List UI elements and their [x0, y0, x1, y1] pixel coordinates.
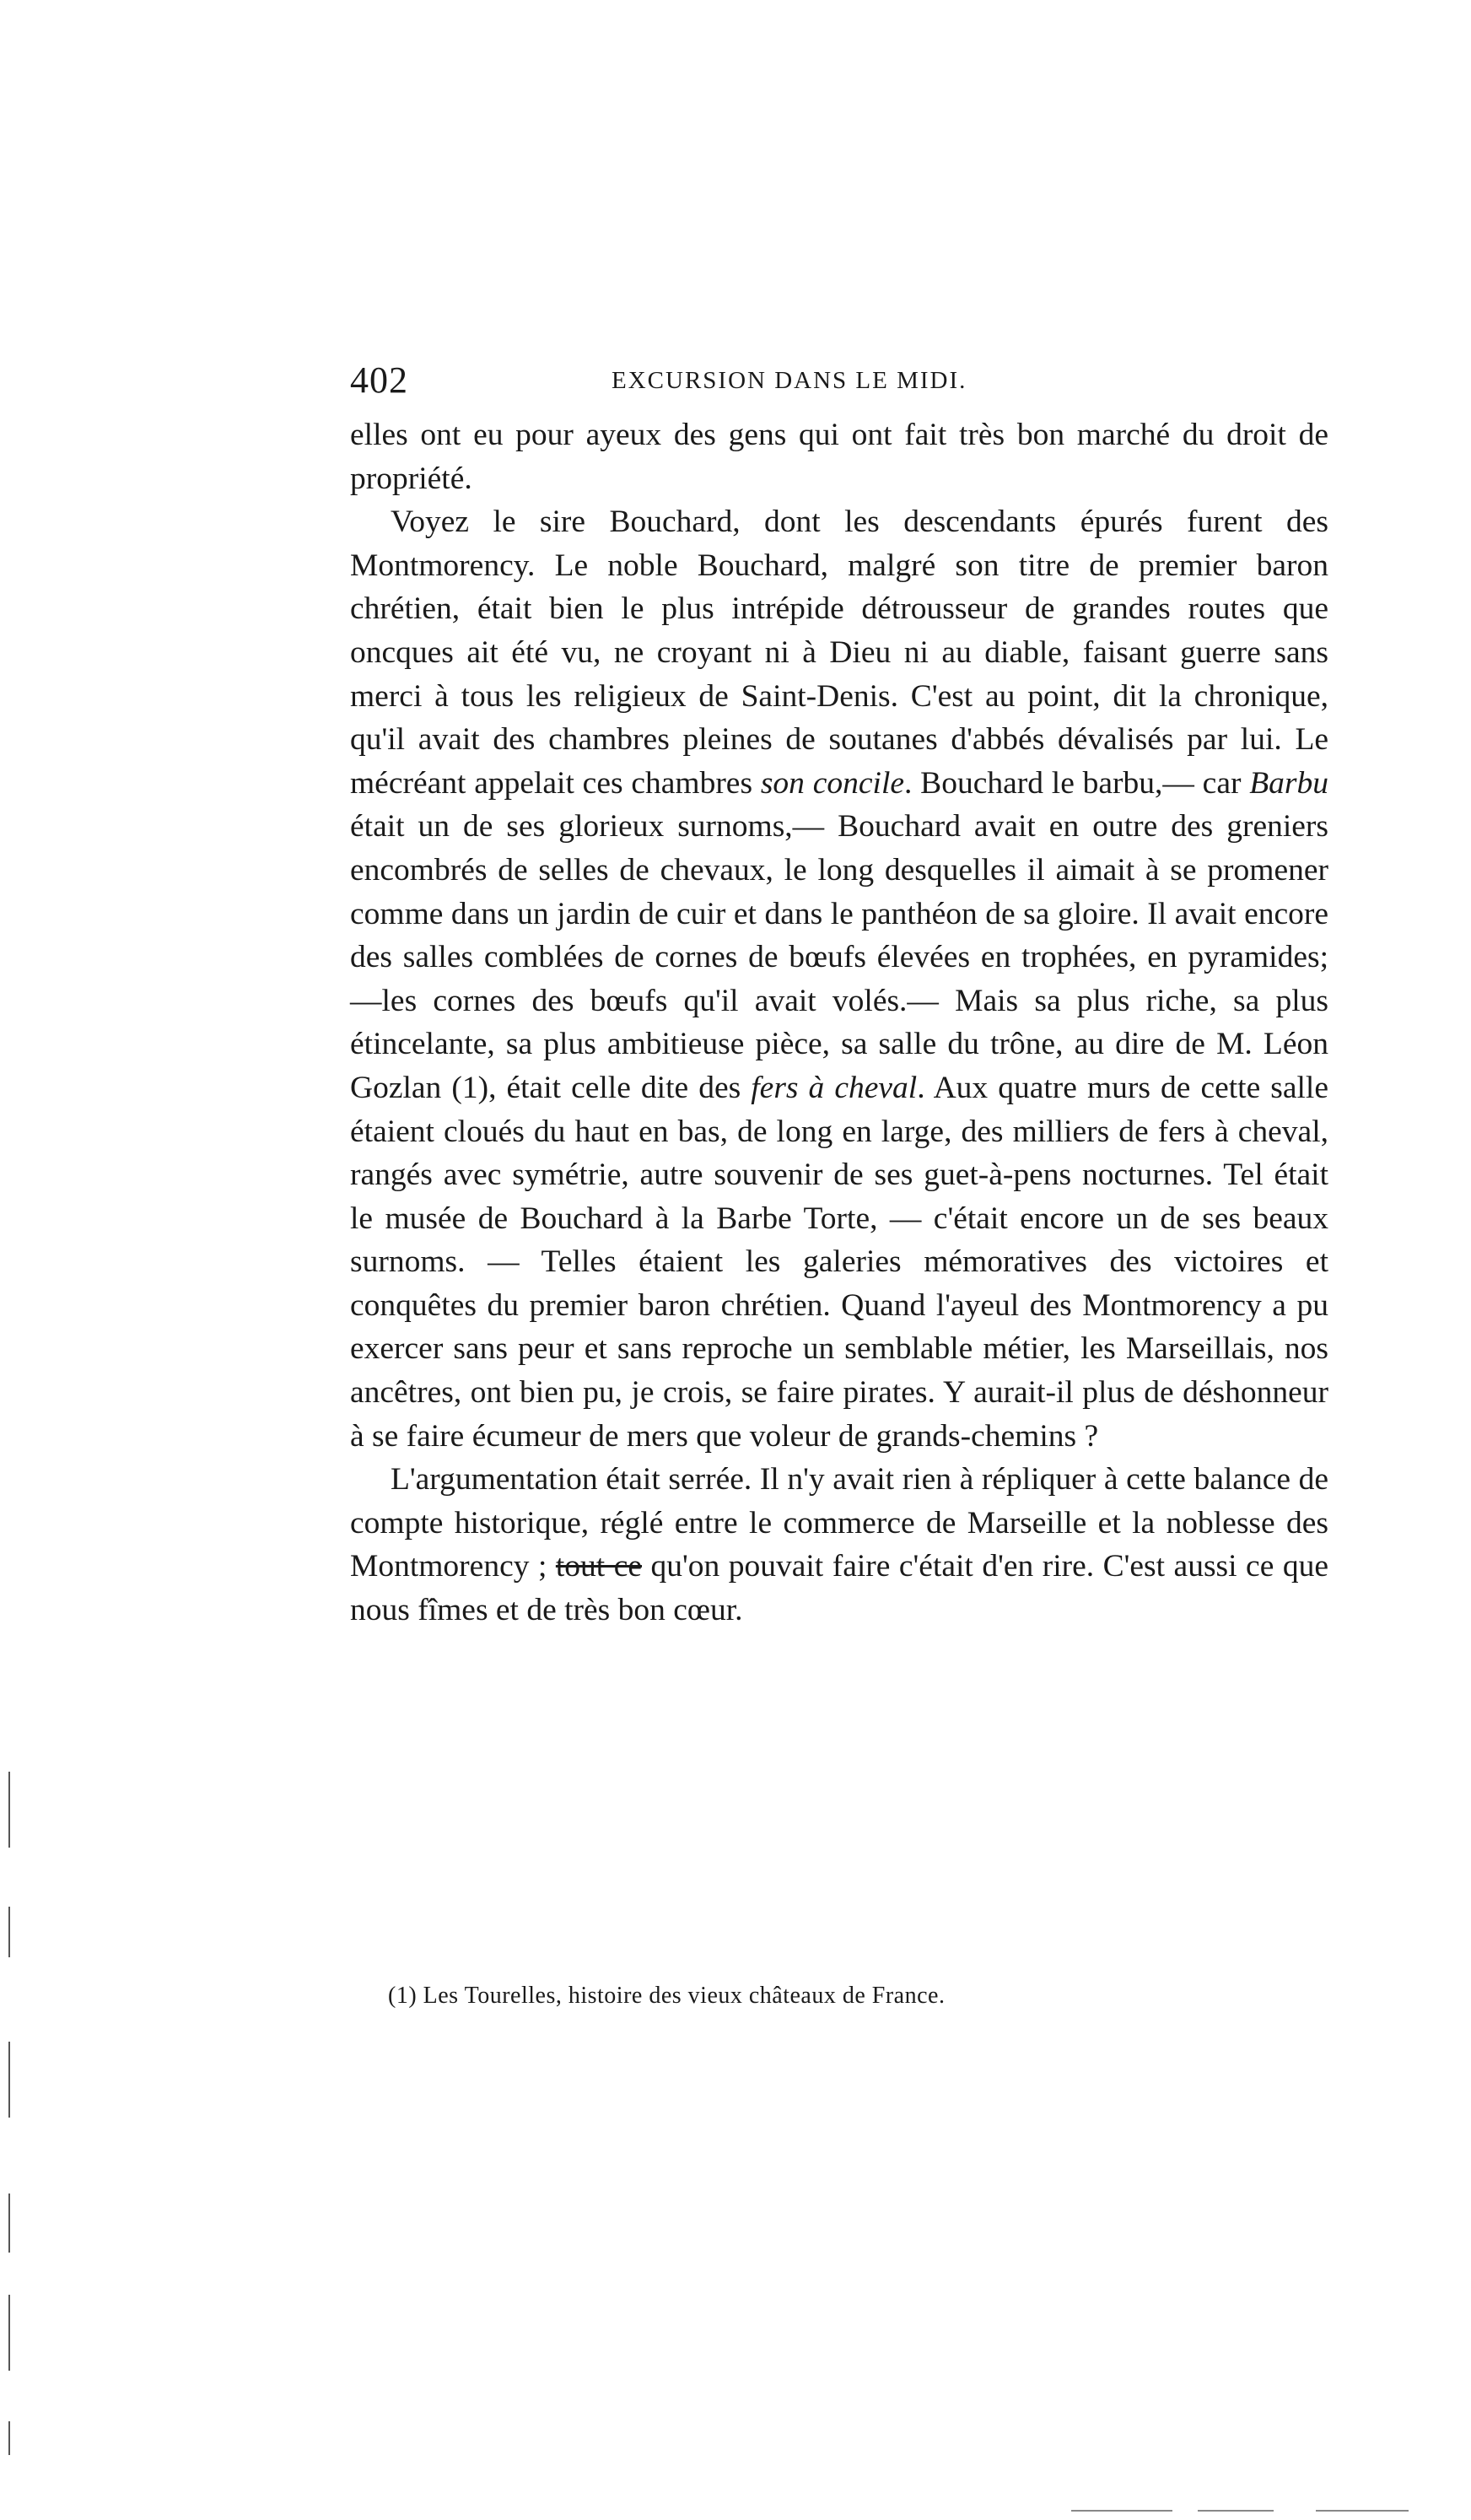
scan-margin-mark	[8, 2295, 10, 2371]
scan-margin-mark	[8, 2194, 10, 2253]
body-text	[350, 413, 1328, 1632]
scan-bottom-rule	[1198, 2510, 1274, 2512]
running-head	[350, 359, 1025, 401]
scan-margin-mark	[8, 2421, 10, 2455]
running-title: EXCURSION DANS LE MIDI.	[612, 367, 967, 394]
paragraph-1: elles ont eu pour ayeux des gens qui ont fait très bon marché du droit de propriété.	[350, 418, 1328, 496]
paragraph-3: L'argumentation était serrée. Il n'y avait rien à répliquer à cette balance de compte historique, réglé entre le commerce de Marseille et la noblesse des Montmorency ; tout ce qu'on pouvait faire c'était d'en rire. C'est aussi ce que nous fîmes et de très bon cœur.	[350, 1462, 1328, 1628]
struck-text: tout ce	[555, 1549, 642, 1584]
scan-margin-mark	[8, 2042, 10, 2118]
italic-fers-a-cheval: fers à cheval	[751, 1070, 918, 1105]
footnote: (1) Les Tourelles, histoire des vieux châteaux de France.	[388, 1983, 946, 2009]
scan-bottom-rule	[1071, 2510, 1172, 2512]
italic-barbu: Barbu	[1249, 765, 1329, 801]
scan-bottom-rule	[1316, 2510, 1409, 2512]
page-number: 402	[350, 359, 408, 401]
paragraph-2: Voyez le sire Bouchard, dont les descendants épurés furent des Montmorency. Le noble Bouchard, malgré son titre de premier baron chrétien, était bien le plus intrépide détrousseur de grandes routes que oncques ait été vu, ne croyant ni à Dieu ni au diable, faisant guerre sans merci à tous les religieux de Saint-Denis. C'est au point, dit la chronique, qu'il avait des chambres pleines de soutanes d'abbés dévalisés par lui. Le mécréant appelait ces chambres son concile. Bouchard le barbu,— car Barbu était un de ses glorieux surnoms,— Bouchard avait en outre des greniers encombrés de selles de chevaux, le long desquelles il aimait à se promener comme dans un jardin de cuir et dans le panthéon de sa gloire. Il avait encore des salles comblées de cornes de bœufs élevées en trophées, en pyramides; —les cornes des bœufs qu'il avait volés.— Mais sa plus riche, sa plus étincelante, sa plus ambitieuse pièce, sa salle du trône, au dire de M. Léon Gozlan (1), était celle dite des fers à cheval. Aux quatre murs de cette salle étaient cloués du haut en bas, de long en large, des milliers de fers à cheval, rangés avec symétrie, autre souvenir de ses guet-à-pens nocturnes. Tel était le musée de Bouchard à la Barbe Torte, — c'était encore un de ses beaux surnoms. — Telles étaient les galeries mémoratives des victoires et conquêtes du premier baron chrétien. Quand l'ayeul des Montmorency a pu exercer sans peur et sans reproche un semblable métier, les Marseillais, nos ancêtres, ont bien pu, je crois, se faire pirates. Y aurait-il plus de déshonneur à se faire écumeur de mers que voleur de grands-chemins ?	[350, 505, 1329, 1454]
scan-margin-mark	[8, 1907, 10, 1957]
italic-son-concile: son concile	[760, 765, 905, 801]
scan-margin-mark	[8, 1772, 10, 1848]
